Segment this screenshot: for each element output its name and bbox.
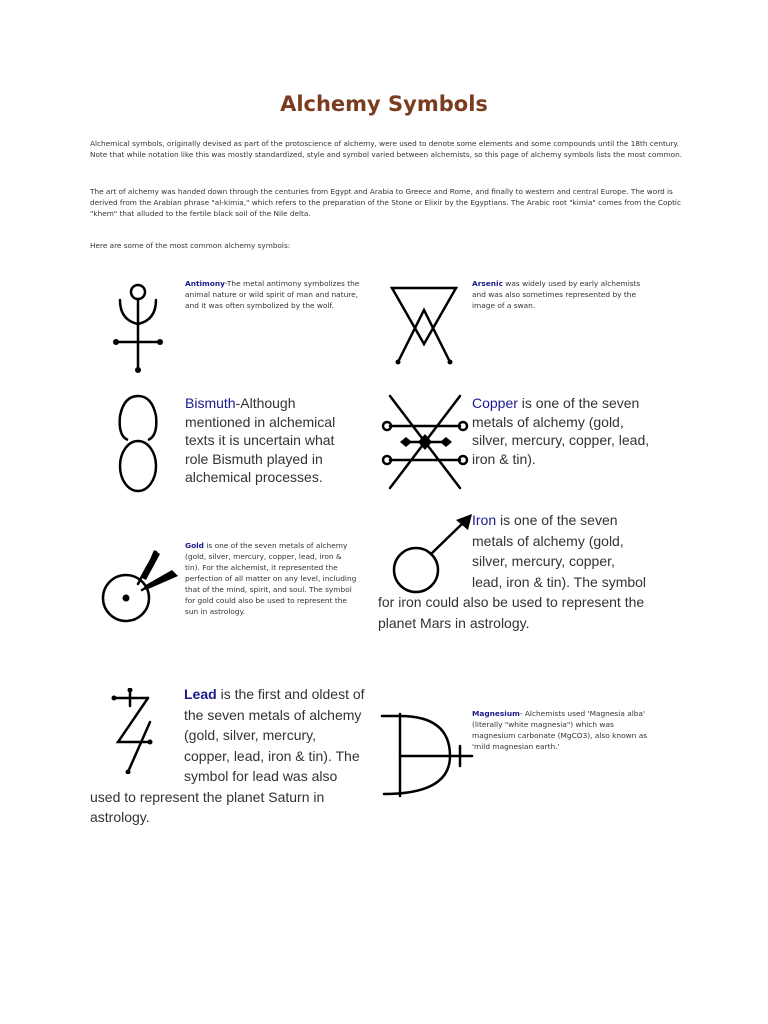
copper-name: Copper bbox=[472, 395, 518, 411]
bismuth-text: -Although mentioned in alchemical texts it is uncertain what role Bismuth played in alchemical processes. bbox=[185, 395, 336, 485]
magnesium-description bbox=[472, 708, 652, 752]
arsenic-icon bbox=[388, 282, 464, 366]
iron-name: Iron bbox=[472, 512, 497, 528]
intro-paragraph-3: Here are some of the most common alchemy symbols: bbox=[90, 241, 291, 250]
intro-paragraph-2: The art of alchemy was handed down through the centuries from Egypt and Arabia to Greece and Rome, and finally to western and central Europe. The word is derived from the Arabian phrase "al-kimia," which refers to the preparation of the Stone or Elixir by the Egyptians. The Arabic root "kimia" comes from the Coptic "khem" that alluded to the fertile black soil of the Nile delta. bbox=[90, 187, 681, 218]
gold-name: Gold bbox=[185, 541, 204, 550]
intro-paragraph-1: Alchemical symbols, originally devised as part of the protoscience of alchemy, were used to denote some elements and some compounds until the 18th century. Note that while notation like this was mostly standardized, style and symbol varied between alchemists, so this page of alchemy symbols lists the most common. bbox=[90, 139, 683, 159]
antimony-text: -The metal antimony symbolizes the animal nature or wild spirit of man and nature, and it was often symbolized by the wolf. bbox=[185, 279, 360, 310]
magnesium-name: Magnesium bbox=[472, 709, 520, 718]
magnesium-icon bbox=[378, 710, 474, 802]
bismuth-name: Bismuth bbox=[185, 395, 236, 411]
magnesium-text: - Alchemists used 'Magnesia alba' (literally "white magnesia") which was magnesium carbonate (MgCO3), also known as 'mild magnesian earth.' bbox=[472, 709, 648, 751]
iron-description bbox=[378, 510, 648, 633]
antimony-name: Antimony bbox=[185, 279, 225, 288]
antimony-description bbox=[185, 278, 360, 311]
arsenic-description bbox=[472, 278, 642, 311]
arsenic-name: Arsenic bbox=[472, 279, 503, 288]
antimony-icon bbox=[108, 276, 168, 376]
copper-icon bbox=[380, 392, 472, 492]
arsenic-text: was widely used by early alchemists and was also sometimes represented by the image of a swan. bbox=[472, 279, 641, 310]
page-title: Alchemy Symbols bbox=[280, 92, 488, 116]
bismuth-icon bbox=[116, 392, 162, 496]
gold-description bbox=[185, 540, 357, 617]
copper-text: is one of the seven metals of alchemy (gold, silver, mercury, copper, lead, iron & tin). bbox=[472, 395, 650, 467]
iron-text: is one of the seven metals of alchemy (gold, silver, mercury, copper, lead, iron & tin). The symbol for iron could also be used to represent the planet Mars in astrology. bbox=[378, 512, 647, 631]
lead-text: is the first and oldest of the seven metals of alchemy (gold, silver, mercury, copper, lead, iron & tin). The symbol for lead was also used to represent the planet Saturn in astrology. bbox=[90, 686, 365, 825]
copper-description bbox=[472, 394, 652, 468]
gold-icon bbox=[98, 548, 184, 628]
lead-name: Lead bbox=[184, 686, 217, 702]
gold-text: is one of the seven metals of alchemy (gold, silver, mercury, copper, lead, iron & tin). For the alchemist, it represented the perfection of all matter on any level, including that of the mind, spirit, and soul. The symbol for gold could also be used to represent the sun in astrology. bbox=[185, 541, 357, 616]
lead-description bbox=[90, 684, 365, 828]
bismuth-description bbox=[185, 394, 360, 487]
